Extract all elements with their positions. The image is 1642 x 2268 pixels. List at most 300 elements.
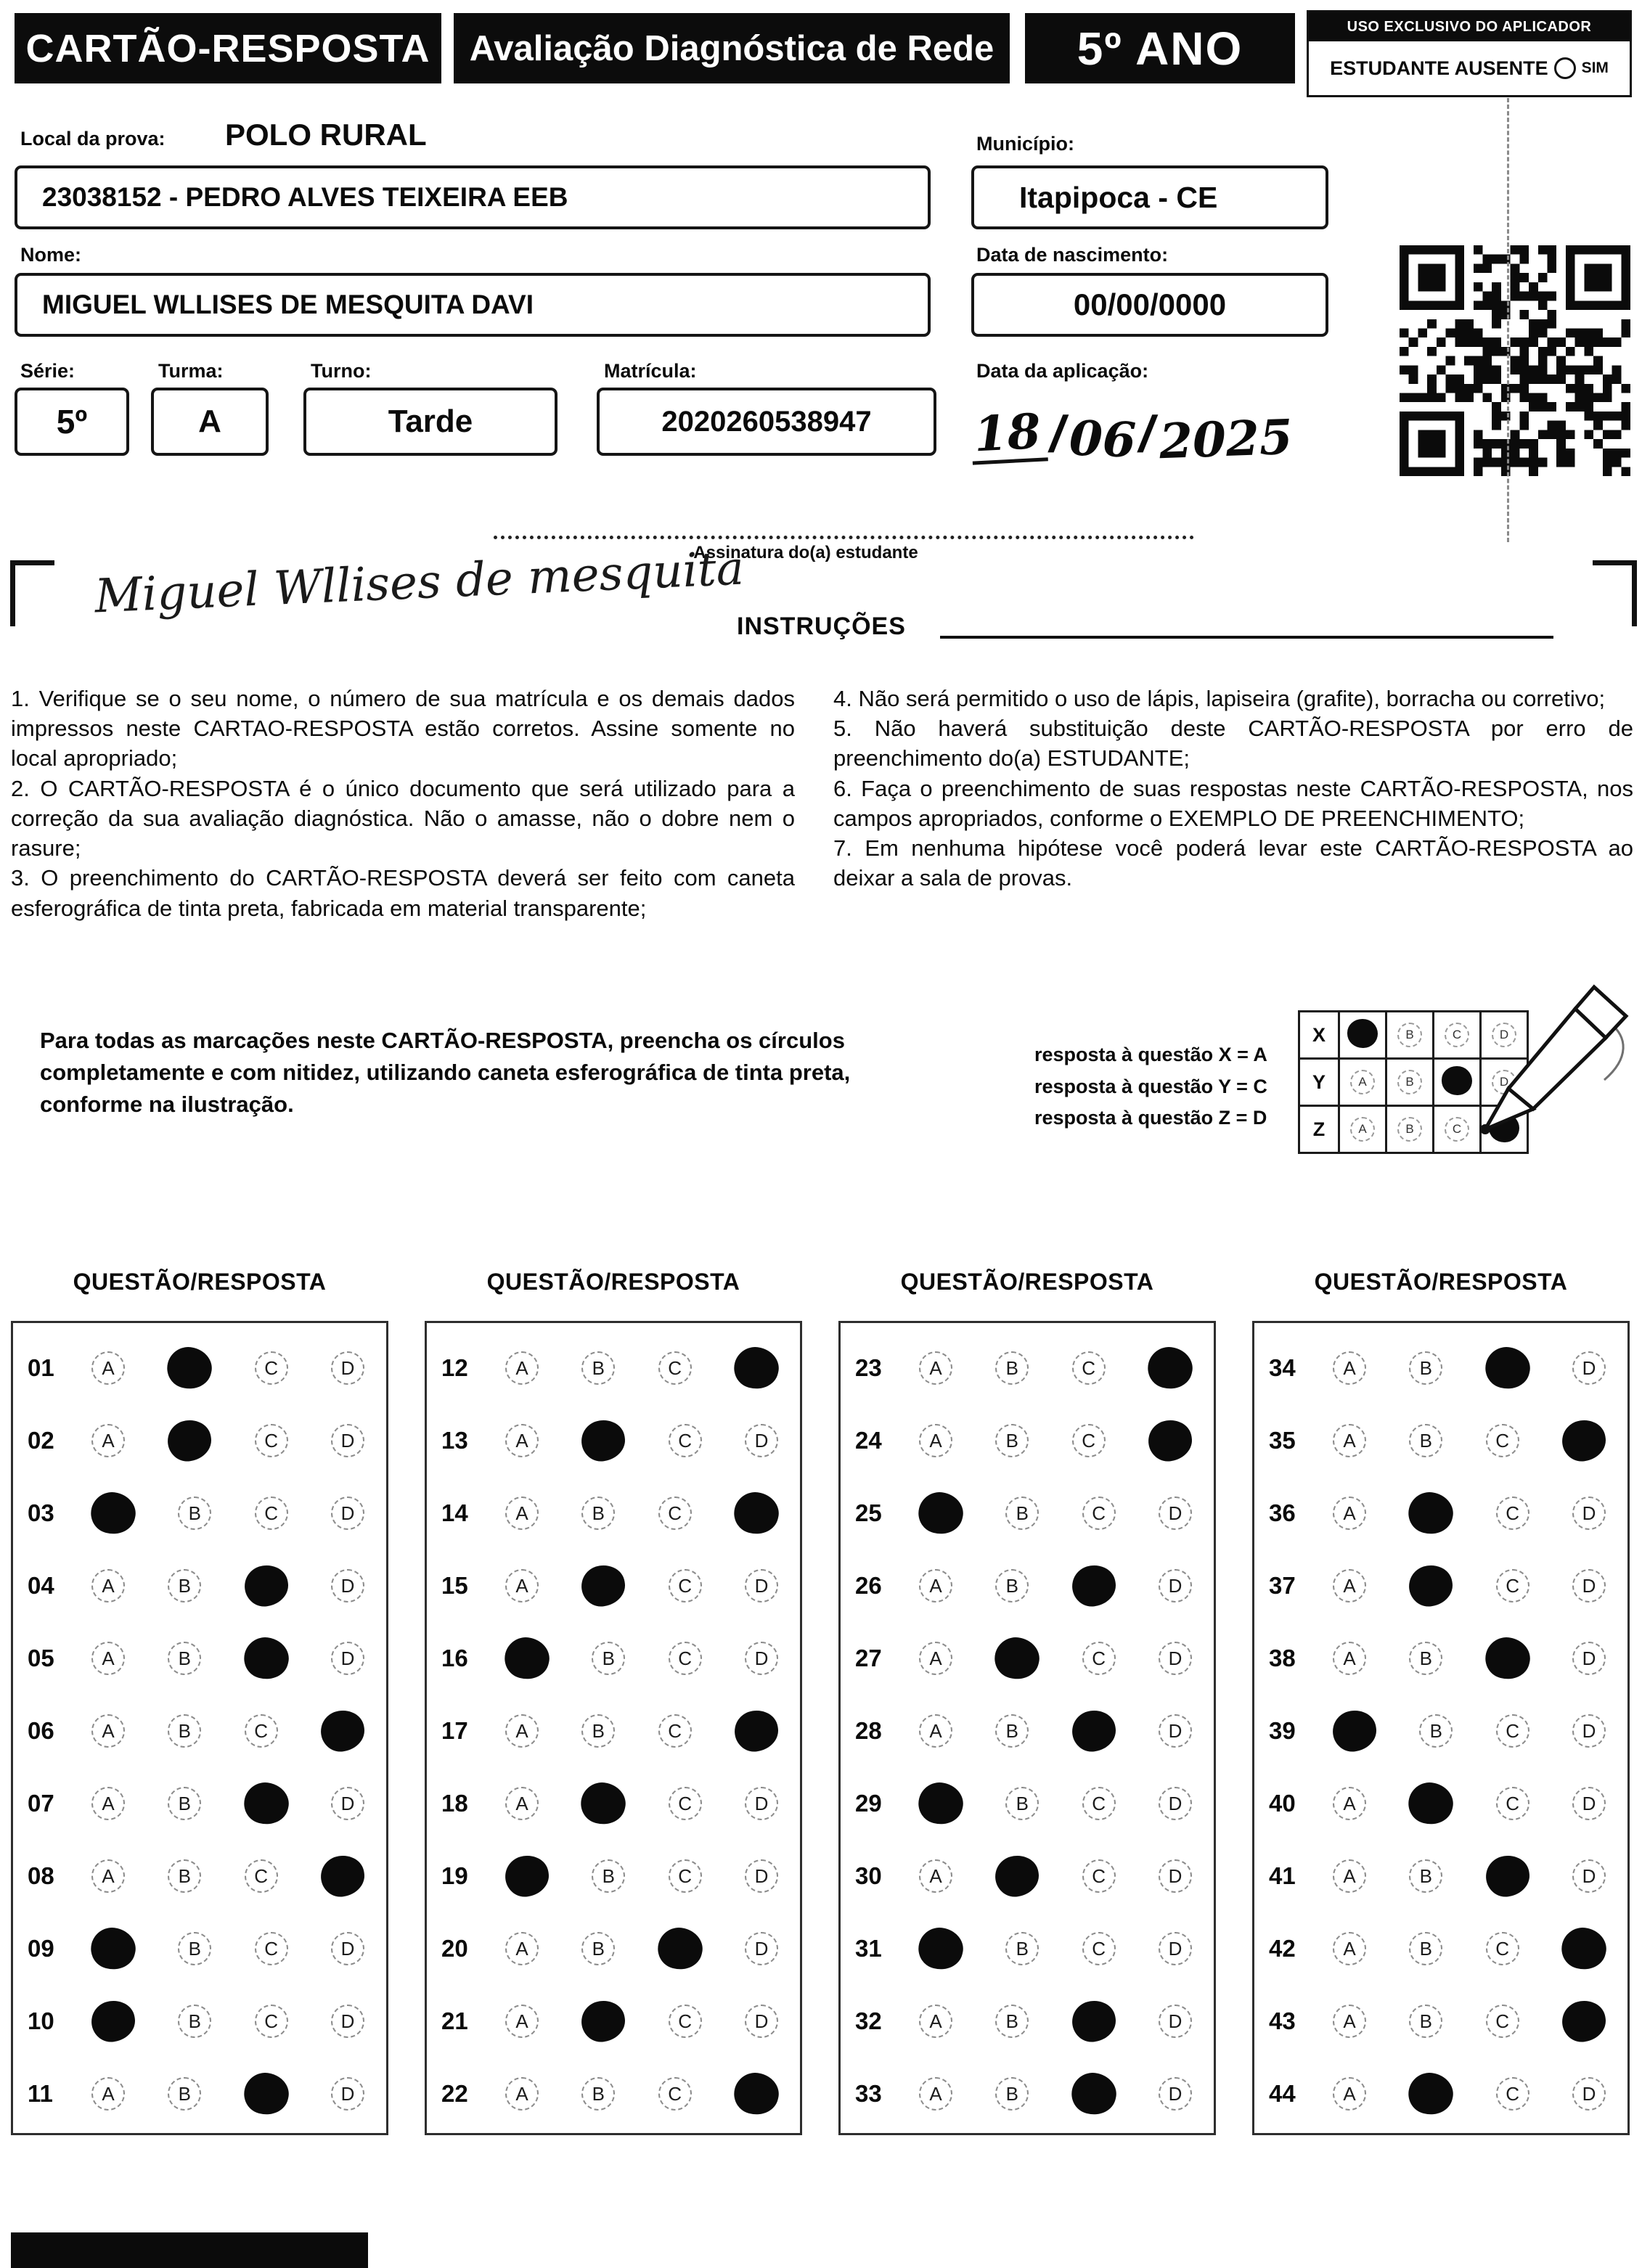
answer-bubble: D	[1572, 1859, 1606, 1893]
answer-bubble-filled	[1559, 1998, 1609, 2045]
question-row	[13, 1985, 386, 2058]
answer-bubble-filled	[1145, 1417, 1195, 1465]
answer-column-4	[1252, 1321, 1630, 2135]
dotted-separator	[494, 536, 1194, 539]
answer-bubble: D	[745, 1424, 778, 1457]
question-row	[1254, 1332, 1627, 1404]
answer-bubble-filled	[1069, 1998, 1119, 2045]
question-row	[841, 1477, 1214, 1549]
answer-bubble: D	[331, 2077, 364, 2111]
answer-bubble: B	[995, 2077, 1029, 2111]
answer-bubble: C	[1496, 1787, 1529, 1820]
nascimento-field: 00/00/0000	[971, 273, 1328, 337]
question-number: 02	[28, 1427, 54, 1454]
question-row	[13, 1404, 386, 1477]
question-number: 38	[1269, 1645, 1296, 1671]
question-row	[427, 1622, 800, 1695]
barcode	[11, 2232, 368, 2268]
question-row	[13, 1767, 386, 1840]
municipio-label: Município:	[976, 133, 1074, 155]
aplicacao-label: Data da aplicação:	[976, 360, 1149, 382]
question-row	[841, 1840, 1214, 1912]
answer-bubble: C	[255, 2005, 288, 2038]
school-field: 23038152 - PEDRO ALVES TEIXEIRA EEB	[15, 165, 931, 229]
answer-bubble: A	[505, 1569, 539, 1602]
instruction-item: 7. Em nenhuma hipótese você poderá levar este CARTÃO-RESPOSTA ao deixar a sala de provas.	[833, 835, 1633, 891]
answer-bubble: A	[919, 1424, 952, 1457]
question-number: 18	[441, 1790, 468, 1817]
answer-bubble: B	[1005, 1787, 1039, 1820]
question-number: 12	[441, 1354, 468, 1381]
example-bubble: C	[1445, 1117, 1469, 1142]
assessment-title: Avaliação Diagnóstica de Rede	[454, 13, 1010, 83]
column-header: QUESTÃO/RESPOSTA	[486, 1269, 740, 1295]
answer-bubble: D	[745, 1787, 778, 1820]
question-row	[841, 1767, 1214, 1840]
answer-bubble-filled	[914, 1923, 967, 1974]
question-number: 41	[1269, 1862, 1296, 1889]
answer-bubble: A	[505, 1714, 539, 1748]
answer-bubble: C	[1082, 1932, 1116, 1965]
aplicacao-handwritten-date	[971, 382, 1341, 470]
answer-bubble: D	[1159, 2077, 1192, 2111]
question-row	[13, 1912, 386, 1985]
answer-bubble: A	[919, 2005, 952, 2038]
answer-bubble: C	[1082, 1859, 1116, 1893]
answer-bubble: D	[331, 1497, 364, 1530]
answer-bubble: D	[745, 2005, 778, 2038]
question-number: 22	[441, 2080, 468, 2107]
sheet-title: CARTÃO-RESPOSTA	[15, 13, 441, 83]
example-bubble: B	[1397, 1070, 1422, 1094]
matricula-field: 2020260538947	[597, 388, 936, 456]
answer-bubble: A	[919, 1859, 952, 1893]
question-number: 04	[28, 1572, 54, 1599]
answer-bubble: D	[331, 1424, 364, 1457]
instruction-item: 4. Não será permitido o uso de lápis, lapiseira (grafite), borracha ou corretivo;	[833, 686, 1606, 711]
answer-bubble-filled	[1405, 1488, 1458, 1539]
answer-bubble: A	[505, 2005, 539, 2038]
question-row	[427, 1985, 800, 2058]
answer-bubble-filled	[242, 1563, 291, 1610]
question-row	[1254, 1912, 1627, 1985]
grade-badge: 5º ANO	[1025, 13, 1295, 83]
question-row	[13, 1332, 386, 1404]
answer-bubble: C	[658, 1497, 692, 1530]
answer-bubble: B	[1419, 1714, 1453, 1748]
question-number: 15	[441, 1572, 468, 1599]
answer-bubble: D	[331, 1351, 364, 1385]
answer-bubble: A	[1333, 1351, 1366, 1385]
question-number: 36	[1269, 1499, 1296, 1526]
question-row	[427, 1912, 800, 1985]
local-label: Local da prova:	[20, 128, 166, 150]
answer-bubble: A	[1333, 1642, 1366, 1675]
question-number: 13	[441, 1427, 468, 1454]
question-number: 17	[441, 1717, 468, 1744]
answer-bubble: A	[1333, 1497, 1366, 1530]
instruction-item: 1. Verifique se o seu nome, o número de sua matrícula e os demais dados impressos neste CARTAO-RESPOSTA estão corretos. Assine somente no local apropriado;	[11, 686, 795, 771]
answer-bubble: A	[505, 1424, 539, 1457]
answer-column-3	[838, 1321, 1216, 2135]
turma-field: A	[151, 388, 269, 456]
question-row	[841, 1985, 1214, 2058]
answer-bubble: B	[592, 1859, 625, 1893]
question-row	[841, 1404, 1214, 1477]
answer-bubble: A	[919, 1351, 952, 1385]
instruction-item: 2. O CARTÃO-RESPOSTA é o único documento que será utilizado para a correção da sua avaliação diagnóstica. Não o amasse, não o dobre nem o rasure;	[11, 775, 795, 861]
question-row	[13, 1549, 386, 1622]
question-row	[13, 1840, 386, 1912]
answer-bubble: B	[1409, 1859, 1442, 1893]
answer-bubble-filled	[240, 1778, 293, 1829]
answer-bubble: D	[331, 2005, 364, 2038]
answer-bubble: A	[919, 2077, 952, 2111]
question-number: 42	[1269, 1935, 1296, 1962]
answer-bubble: A	[91, 1351, 125, 1385]
question-number: 30	[855, 1862, 882, 1889]
instructions-rule	[940, 636, 1553, 639]
question-number: 06	[28, 1717, 54, 1744]
answer-bubble: A	[91, 1714, 125, 1748]
answer-bubble: C	[1496, 2077, 1529, 2111]
question-number: 44	[1269, 2080, 1296, 2107]
question-number: 40	[1269, 1790, 1296, 1817]
answer-bubble: A	[1333, 1859, 1366, 1893]
answer-bubble: B	[1005, 1497, 1039, 1530]
example-bubble: A	[1350, 1070, 1375, 1094]
date-month: 06	[1068, 409, 1137, 469]
answer-bubble: A	[1333, 2005, 1366, 2038]
answer-bubble: B	[581, 1714, 615, 1748]
answer-bubble: A	[919, 1569, 952, 1602]
answer-bubble: B	[581, 1932, 615, 1965]
answer-bubble: D	[331, 1569, 364, 1602]
answer-bubble: D	[1159, 1932, 1192, 1965]
answer-column-2	[425, 1321, 802, 2135]
answer-bubble: B	[581, 1497, 615, 1530]
example-row-label: Y	[1299, 1059, 1339, 1106]
instruction-item: 5. Não haverá substituição deste CARTÃO-RESPOSTA por erro de preenchimento do(a) ESTUDANTE;	[833, 716, 1633, 771]
answer-bubble: B	[995, 1351, 1029, 1385]
answer-bubble: C	[255, 1932, 288, 1965]
answer-bubble: A	[505, 1351, 539, 1385]
question-number: 31	[855, 1935, 882, 1962]
answer-bubble-filled	[318, 1708, 367, 1755]
answer-bubble: A	[505, 1497, 539, 1530]
answer-bubble: A	[505, 1787, 539, 1820]
answer-bubble: D	[745, 1569, 778, 1602]
answer-bubble-filled	[240, 2068, 293, 2119]
answer-bubble: D	[1572, 2077, 1606, 2111]
turma-label: Turma:	[158, 360, 224, 382]
answer-bubble: D	[1159, 1714, 1192, 1748]
answer-bubble: B	[1005, 1932, 1039, 1965]
official-use-panel	[1307, 10, 1632, 97]
answer-column-1	[11, 1321, 388, 2135]
example-bubble: D	[1492, 1070, 1516, 1094]
answer-bubble: A	[505, 2077, 539, 2111]
nome-field: MIGUEL WLLISES DE MESQUITA DAVI	[15, 273, 931, 337]
question-row	[841, 1912, 1214, 1985]
answer-bubble: D	[1159, 1859, 1192, 1893]
absent-bubble-icon	[1554, 57, 1576, 79]
signature-bracket-right	[1593, 560, 1637, 626]
question-number: 16	[441, 1645, 468, 1671]
answer-bubble: D	[1572, 1569, 1606, 1602]
legend-line: resposta à questão Z = D	[1034, 1107, 1267, 1129]
answer-bubble: C	[255, 1424, 288, 1457]
answer-bubble-filled	[165, 1417, 214, 1465]
answer-bubble-filled	[992, 1853, 1042, 1900]
answer-bubble-filled	[163, 1343, 216, 1393]
answer-bubble: C	[669, 1859, 702, 1893]
question-row	[1254, 1840, 1627, 1912]
answer-bubble-filled	[579, 1417, 628, 1465]
question-row	[13, 1477, 386, 1549]
signature-bracket-left	[10, 560, 54, 626]
answer-bubble: C	[669, 2005, 702, 2038]
answer-bubble: B	[178, 1932, 211, 1965]
answer-bubble: A	[505, 1932, 539, 1965]
answer-bubble: C	[669, 1569, 702, 1602]
question-number: 39	[1269, 1717, 1296, 1744]
example-text: Para todas as marcações neste CARTÃO-RESPOSTA, preencha os círculos completamente e com nitidez, utilizando caneta esferográfica de tinta preta, conforme na ilustração.	[40, 1028, 851, 1118]
legend-line: resposta à questão X = A	[1034, 1044, 1267, 1065]
question-row	[427, 1332, 800, 1404]
question-row	[13, 1695, 386, 1767]
instructions-left-column	[11, 684, 795, 923]
answer-bubble-filled	[240, 1633, 293, 1684]
instructions-right-column	[833, 684, 1633, 893]
question-number: 14	[441, 1499, 468, 1526]
answer-bubble: C	[1496, 1714, 1529, 1748]
answer-bubble: A	[1333, 1424, 1366, 1457]
answer-bubble: A	[1333, 1787, 1366, 1820]
question-row	[427, 1695, 800, 1767]
question-number: 26	[855, 1572, 882, 1599]
answer-bubble-filled	[89, 1998, 138, 2045]
question-row	[427, 1767, 800, 1840]
question-row	[1254, 2058, 1627, 2130]
answer-bubble-filled	[500, 1633, 553, 1684]
question-number: 20	[441, 1935, 468, 1962]
example-legend	[1034, 1039, 1267, 1134]
answer-bubble: B	[1409, 1642, 1442, 1675]
question-number: 19	[441, 1862, 468, 1889]
answer-bubble: B	[995, 1714, 1029, 1748]
answer-bubble: C	[255, 1497, 288, 1530]
question-number: 03	[28, 1499, 54, 1526]
fold-mark	[1507, 98, 1509, 542]
answer-bubble: C	[1486, 1932, 1519, 1965]
question-number: 23	[855, 1354, 882, 1381]
question-row	[427, 1840, 800, 1912]
answer-bubble-filled	[730, 1343, 783, 1393]
answer-bubble: A	[91, 1859, 125, 1893]
turno-field: Tarde	[303, 388, 557, 456]
answer-bubble: C	[1496, 1569, 1529, 1602]
question-row	[1254, 1404, 1627, 1477]
answer-bubble: C	[245, 1714, 278, 1748]
question-number: 37	[1269, 1572, 1296, 1599]
answer-bubble: A	[1333, 2077, 1366, 2111]
answer-bubble: C	[1082, 1787, 1116, 1820]
answer-bubble: A	[91, 1424, 125, 1457]
instruction-item: 6. Faça o preenchimento de suas respostas neste CARTÃO-RESPOSTA, nos campos apropriados, conforme o EXEMPLO DE PREENCHIMENTO;	[833, 775, 1633, 831]
local-value: POLO RURAL	[225, 118, 427, 152]
answer-bubble: B	[168, 1569, 201, 1602]
question-number: 43	[1269, 2007, 1296, 2034]
column-header: QUESTÃO/RESPOSTA	[900, 1269, 1154, 1295]
answer-bubble: D	[1159, 1569, 1192, 1602]
question-number: 27	[855, 1645, 882, 1671]
answer-bubble: D	[745, 1859, 778, 1893]
question-number: 08	[28, 1862, 54, 1889]
answer-bubble-filled	[1483, 1853, 1532, 1900]
answer-bubble: B	[168, 1787, 201, 1820]
answer-bubble-filled	[579, 1998, 628, 2045]
answer-bubble-filled	[1405, 1778, 1458, 1829]
answer-bubble: D	[1572, 1714, 1606, 1748]
answer-bubble-filled	[1481, 1633, 1534, 1684]
question-number: 33	[855, 2080, 882, 2107]
answer-bubble-filled	[86, 1488, 139, 1539]
answer-bubble: D	[331, 1787, 364, 1820]
official-use-label: USO EXCLUSIVO DO APLICADOR	[1309, 12, 1630, 41]
answer-bubble: C	[669, 1787, 702, 1820]
question-number: 29	[855, 1790, 882, 1817]
answer-bubble: D	[745, 1932, 778, 1965]
answer-bubble: C	[1072, 1351, 1106, 1385]
answer-bubble: B	[1409, 1932, 1442, 1965]
answer-bubble: D	[1572, 1351, 1606, 1385]
answer-bubble: C	[669, 1424, 702, 1457]
answer-bubble-filled	[502, 1853, 552, 1900]
answer-bubble: B	[168, 1642, 201, 1675]
example-row-label: X	[1299, 1012, 1339, 1059]
matricula-label: Matrícula:	[604, 360, 697, 382]
answer-bubble-filled	[1069, 1563, 1119, 1610]
answer-bubble-filled	[1406, 1563, 1455, 1610]
answer-bubble: C	[658, 2077, 692, 2111]
question-row	[1254, 1767, 1627, 1840]
example-bubble-filled	[1347, 1019, 1378, 1048]
answer-bubble: B	[581, 2077, 615, 2111]
answer-bubble-filled	[1405, 2068, 1458, 2119]
answer-bubble-filled	[86, 1923, 139, 1974]
answer-bubble: B	[178, 1497, 211, 1530]
answer-bubble: C	[245, 1859, 278, 1893]
answer-bubble: B	[995, 1424, 1029, 1457]
answer-bubble: D	[1572, 1642, 1606, 1675]
pen-icon	[1452, 971, 1641, 1153]
answer-bubble: B	[1409, 1351, 1442, 1385]
answer-bubble: D	[1159, 2005, 1192, 2038]
date-slash: /	[1045, 406, 1071, 462]
answer-bubble: D	[1572, 1787, 1606, 1820]
student-signature: Miguel Wllises de mesquita	[93, 541, 746, 624]
question-row	[841, 2058, 1214, 2130]
answer-bubble: A	[91, 2077, 125, 2111]
date-year: 2025	[1158, 408, 1294, 470]
answer-bubble: D	[1159, 1787, 1192, 1820]
answer-bubble-filled	[732, 1708, 781, 1755]
date-day: 18	[970, 406, 1048, 464]
answer-bubble: B	[1409, 2005, 1442, 2038]
answer-bubble: C	[658, 1714, 692, 1748]
question-row	[1254, 1985, 1627, 2058]
answer-bubble: B	[995, 1569, 1029, 1602]
question-row	[841, 1549, 1214, 1622]
answer-bubble-filled	[730, 1488, 783, 1539]
question-row	[427, 1477, 800, 1549]
answer-bubble: D	[1159, 1642, 1192, 1675]
answer-bubble: B	[178, 2005, 211, 2038]
answer-bubble: D	[331, 1642, 364, 1675]
question-number: 25	[855, 1499, 882, 1526]
answer-bubble-filled	[1557, 1923, 1610, 1974]
absent-option-label: SIM	[1581, 60, 1609, 76]
question-row	[1254, 1695, 1627, 1767]
nascimento-label: Data de nascimento:	[976, 244, 1169, 266]
answer-bubble: B	[592, 1642, 625, 1675]
question-number: 34	[1269, 1354, 1296, 1381]
qr-code	[1400, 245, 1630, 476]
answer-bubble: C	[1082, 1642, 1116, 1675]
question-number: 28	[855, 1717, 882, 1744]
answer-bubble: B	[1409, 1424, 1442, 1457]
question-row	[427, 2058, 800, 2130]
answer-bubble: D	[331, 1932, 364, 1965]
question-number: 07	[28, 1790, 54, 1817]
signature-caption: Assinatura do(a) estudante	[693, 543, 918, 562]
nome-label: Nome:	[20, 244, 82, 266]
question-row	[1254, 1549, 1627, 1622]
question-number: 35	[1269, 1427, 1296, 1454]
example-row-label: Z	[1299, 1106, 1339, 1153]
serie-field: 5º	[15, 388, 129, 456]
serie-label: Série:	[20, 360, 75, 382]
answer-bubble: A	[919, 1642, 952, 1675]
question-row	[841, 1622, 1214, 1695]
answer-bubble: C	[658, 1351, 692, 1385]
question-number: 32	[855, 2007, 882, 2034]
answer-bubble: C	[1082, 1497, 1116, 1530]
question-row	[1254, 1622, 1627, 1695]
answer-bubble-filled	[1067, 2068, 1120, 2119]
date-slash: /	[1134, 406, 1161, 462]
question-row	[1254, 1477, 1627, 1549]
question-number: 01	[28, 1354, 54, 1381]
question-row	[13, 2058, 386, 2130]
answer-bubble: D	[1159, 1497, 1192, 1530]
example-bubble: B	[1397, 1023, 1422, 1047]
answer-bubble-filled	[1559, 1417, 1609, 1465]
answer-bubble: A	[91, 1787, 125, 1820]
answer-bubble: B	[168, 1714, 201, 1748]
answer-bubble-filled	[991, 1633, 1044, 1684]
example-bubble: B	[1397, 1117, 1422, 1142]
answer-bubble: C	[1496, 1497, 1529, 1530]
question-row	[13, 1622, 386, 1695]
answer-bubble-filled	[1481, 1343, 1534, 1393]
answer-bubble: A	[91, 1642, 125, 1675]
column-header: QUESTÃO/RESPOSTA	[73, 1269, 327, 1295]
question-number: 05	[28, 1645, 54, 1671]
answer-bubble-filled	[1330, 1708, 1379, 1755]
answer-bubble-filled	[1143, 1343, 1196, 1393]
